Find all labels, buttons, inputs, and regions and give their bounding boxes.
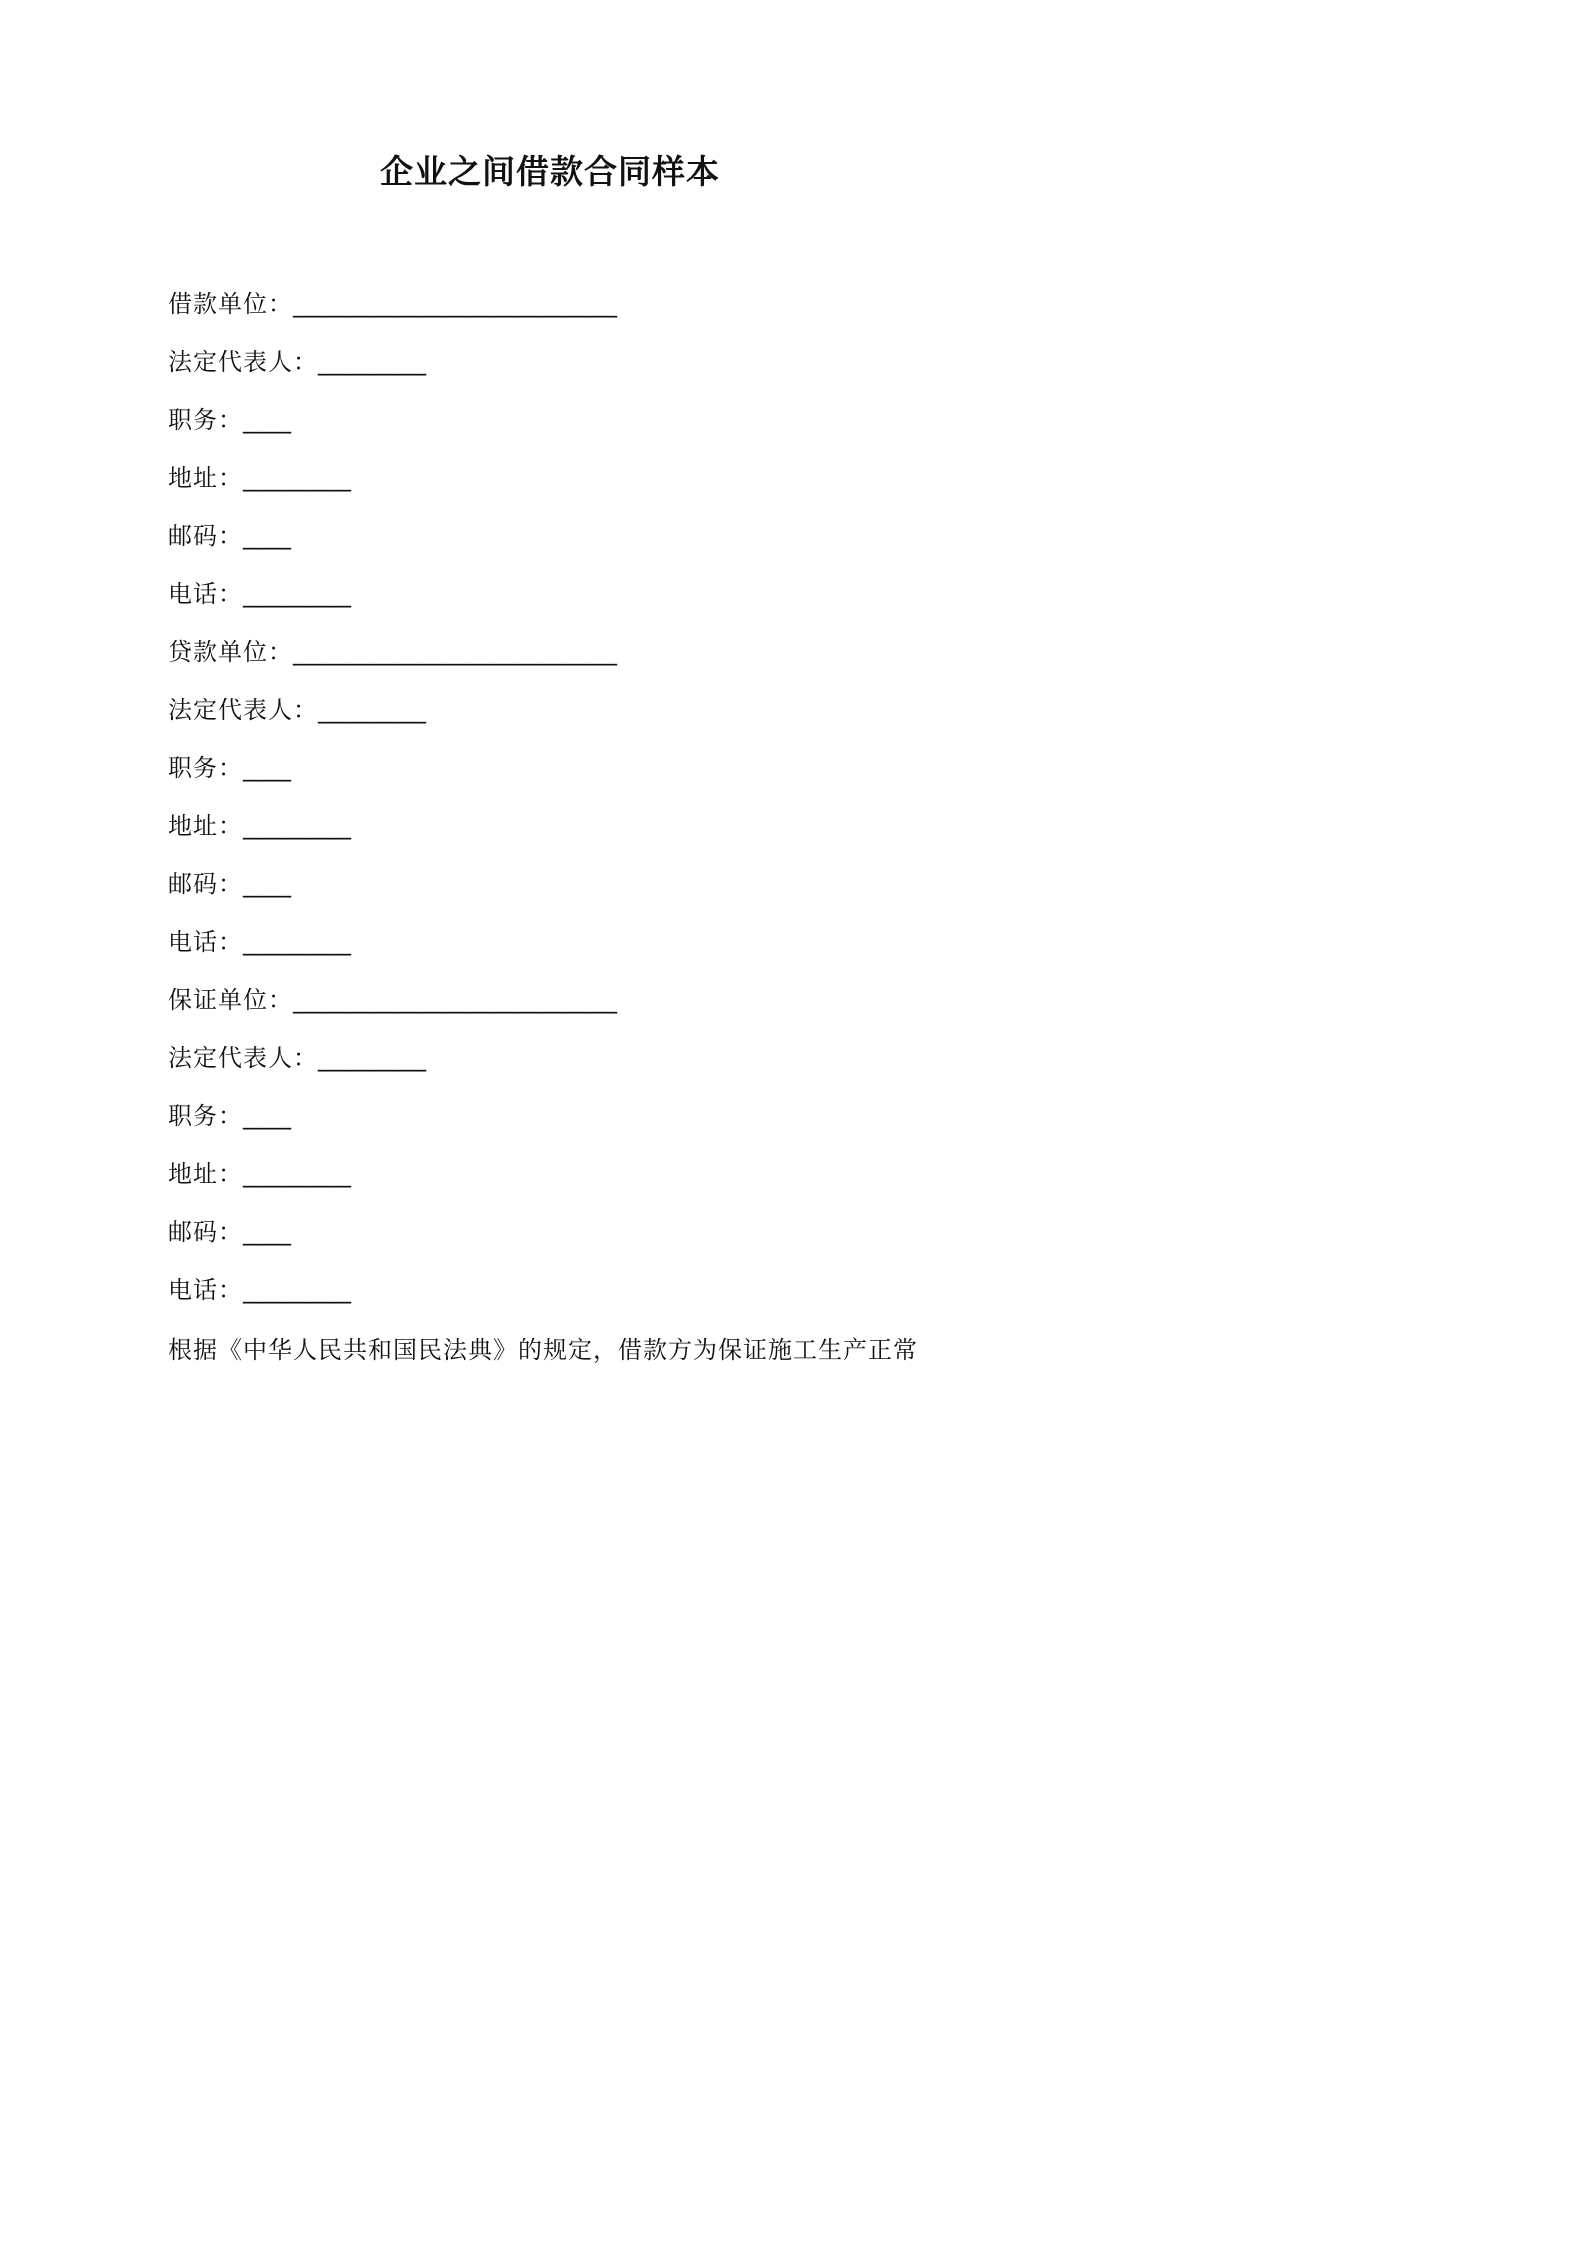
field-label: 法定代表人： xyxy=(168,348,318,376)
field-row xyxy=(168,862,968,920)
field-label: 地址： xyxy=(168,812,243,840)
field-row xyxy=(168,630,968,688)
field-row xyxy=(168,340,968,398)
field-blank-line: ___________________________ xyxy=(293,290,617,318)
field-blank-line: _________ xyxy=(243,928,351,956)
field-blank-line: _________ xyxy=(243,464,351,492)
field-blank-line: ____ xyxy=(243,870,291,898)
field-label: 法定代表人： xyxy=(168,1044,318,1072)
field-blank-line: ____ xyxy=(243,522,291,550)
field-row xyxy=(168,1094,968,1152)
field-row xyxy=(168,398,968,456)
field-blank-line: _________ xyxy=(318,1044,426,1072)
field-label: 邮码： xyxy=(168,522,243,550)
field-row xyxy=(168,1036,968,1094)
document-page xyxy=(0,0,1100,1556)
field-blank-line: _________ xyxy=(318,348,426,376)
field-row xyxy=(168,1152,968,1210)
field-blank-line: _________ xyxy=(243,1160,351,1188)
field-label: 职务： xyxy=(168,1102,243,1130)
field-row xyxy=(168,804,968,862)
field-label: 电话： xyxy=(168,1276,243,1304)
field-row xyxy=(168,1210,968,1268)
field-blank-line: ____ xyxy=(243,1218,291,1246)
field-row xyxy=(168,456,968,514)
party-info-list xyxy=(168,282,968,1326)
field-label: 电话： xyxy=(168,580,243,608)
field-label: 邮码： xyxy=(168,870,243,898)
field-blank-line: ___________________________ xyxy=(293,638,617,666)
field-row xyxy=(168,572,968,630)
field-label: 地址： xyxy=(168,464,243,492)
field-row xyxy=(168,1268,968,1326)
field-blank-line: ____ xyxy=(243,1102,291,1130)
field-blank-line: ____ xyxy=(243,754,291,782)
field-label: 法定代表人： xyxy=(168,696,318,724)
field-blank-line: ____ xyxy=(243,406,291,434)
field-label: 地址： xyxy=(168,1160,243,1188)
field-row xyxy=(168,978,968,1036)
field-label: 职务： xyxy=(168,406,243,434)
field-blank-line: ___________________________ xyxy=(293,986,617,1014)
field-label: 借款单位： xyxy=(168,290,293,318)
field-row xyxy=(168,514,968,572)
field-label: 电话： xyxy=(168,928,243,956)
contract-body-text: 根据《中华人民共和国民法典》的规定，借款方为保证施工生产正常 xyxy=(168,1336,918,1364)
field-blank-line: _________ xyxy=(318,696,426,724)
field-label: 保证单位： xyxy=(168,986,293,1014)
field-row xyxy=(168,920,968,978)
field-blank-line: _________ xyxy=(243,580,351,608)
field-label: 贷款单位： xyxy=(168,638,293,666)
field-blank-line: _________ xyxy=(243,812,351,840)
field-row xyxy=(168,746,968,804)
document-title: 企业之间借款合同样本 xyxy=(380,152,720,191)
field-blank-line: _________ xyxy=(243,1276,351,1304)
field-row xyxy=(168,688,968,746)
field-label: 职务： xyxy=(168,754,243,782)
field-row xyxy=(168,282,968,340)
field-label: 邮码： xyxy=(168,1218,243,1246)
